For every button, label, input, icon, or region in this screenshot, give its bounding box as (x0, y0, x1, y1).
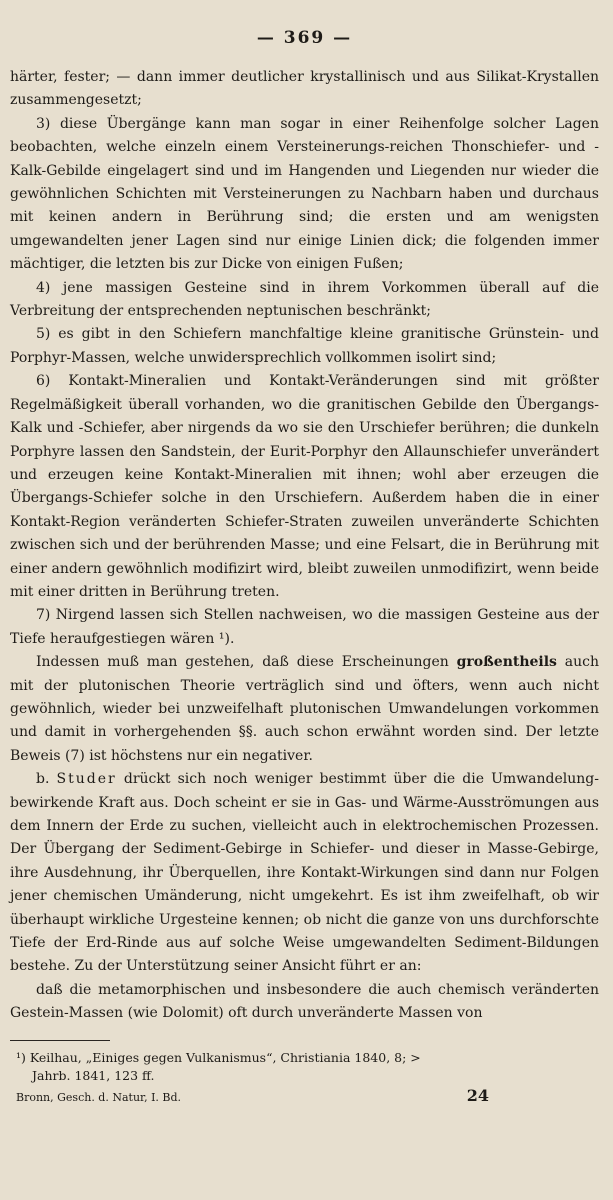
emphasis-grossentheils: großentheils (456, 654, 557, 671)
footnote-line-1: ¹) Keilhau, „Einiges gegen Vulkanismus“, Christiania 1840, 8; > (16, 1049, 421, 1065)
paragraph-item-7: 7) Nirgend lassen sich Stellen nachweisen, wo die massigen Gesteine aus der Tiefe heraufgestiegen wären ¹). (10, 607, 599, 647)
paragraph-item-5: 5) es gibt in den Schiefern manchfaltige kleine granitische Grünstein- und Porphyr-Massen, welche unwidersprechlich vollkommen isolirt sind; (10, 326, 599, 366)
paragraph-indessen-rest: auch mit der plutonischen Theorie verträglich sind und öfters, wenn auch nicht gewöhnlich, wieder bei unzweifelhaft plutonischen Umwandelungen vorkommen und damit in vorhergehenden §§. auch schon erwähnt worden sind. Der letzte Beweis (7) ist höchstens nur ein negativer. (10, 654, 599, 764)
paragraph-studer-label: b. (36, 771, 57, 788)
paragraph-item-3: 3) diese Übergänge kann man sogar in einer Reihenfolge solcher Lagen beobachten, welche einzeln einem Versteinerungs-reichen Thonschiefer- und -Kalk-Gebilde eingelagert sind und im Hangenden und Liegenden nur wieder die gewöhnlichen Schichten mit Versteinerungen zu Nachbarn haben und durchaus mit keinen andern in Berührung sind; die ersten und am wenigsten umgewandelten jener Lagen sind nur einige Linien dick; die folgenden immer mächtiger, die letzten bis zur Dicke von einigen Fußen; (10, 115, 599, 273)
paragraph-studer (10, 768, 599, 979)
paragraph-indessen (10, 651, 599, 768)
paragraph-studer-rest: drückt sich noch weniger bestimmt über die die Umwandelung-bewirkende Kraft aus. Doch scheint er sie in Gas- und Wärme-Ausströmungen aus dem Innern der Erde zu suchen, vielleicht auch in elektrochemischen Prozessen. Der Übergang der Sediment-Gebirge in Schiefer- und dieser in Masse-Gebirge, ihre Ausdehnung, ihr Überquellen, ihre Kontakt-Wirkungen sind dann nur Folgen jener chemischen Umänderung, nicht umgekehrt. Es ist ihm zweifelhaft, ob wir überhaupt wirkliche Urgesteine kennen; ob nicht die ganze von uns durchforschte Tiefe der Erd-Rinde aus auf solche Weise umgewandelten Sediment-Bildungen bestehe. Zu der Unterstützung seiner Ansicht führt er an: (10, 771, 599, 975)
paragraph-dass: daß die metamorphischen und insbesondere die auch chemisch veränderten Gestein-Massen (wie Dolomit) oft durch unveränderte Massen von (10, 981, 599, 1022)
body-text (10, 66, 599, 1026)
paragraph-item-6: 6) Kontakt-Mineralien und Kontakt-Veränderungen sind mit größter Regelmäßigkeit überall vorhanden, wo die granitischen Gebilde den Übergangs-Kalk und -Schiefer, aber nirgends da wo sie den Urschiefer berühren; die dunkeln Porphyre lassen den Sandstein, der Eurit-Porphyr den Allaunschiefer unverändert und erzeugen keine Kontakt-Mineralien mit ihnen; wohl aber erzeugen die Übergangs-Schiefer solche in den Urschiefern. Außerdem haben die in einer Kontakt-Region veränderten Schiefer-Straten zuweilen unveränderte Schichten zwischen sich und der berührenden Masse; und eine Felsart, die in Berührung mit einer andern gewöhnlich modifizirt wird, bleibt zuweilen unmodifizirt, wenn beide mit einer dritten in Berührung treten. (10, 373, 599, 600)
author-name-studer: Studer (56, 771, 117, 788)
paragraph-continuation: härter, fester; — dann immer deutlicher krystallinisch und aus Silikat-Krystallen zusammengesetzt; (10, 69, 599, 109)
paragraph-indessen-start: Indessen muß man gestehen, daß diese Erscheinungen (36, 654, 457, 671)
footnote (10, 1049, 599, 1107)
signature-number: 24 (466, 1085, 489, 1105)
footnote-divider (10, 1040, 110, 1041)
paragraph-item-4: 4) jene massigen Gesteine sind in ihrem Vorkommen überall auf die Verbreitung der entsprechenden neptunischen beschränkt; (10, 279, 599, 320)
page-number: — 369 — (256, 28, 353, 48)
signature-line (16, 1087, 599, 1107)
signature-mark: Bronn, Gesch. d. Natur, I. Bd. (16, 1090, 182, 1104)
footnote-line-2: Jahrb. 1841, 123 ff. (32, 1067, 155, 1083)
